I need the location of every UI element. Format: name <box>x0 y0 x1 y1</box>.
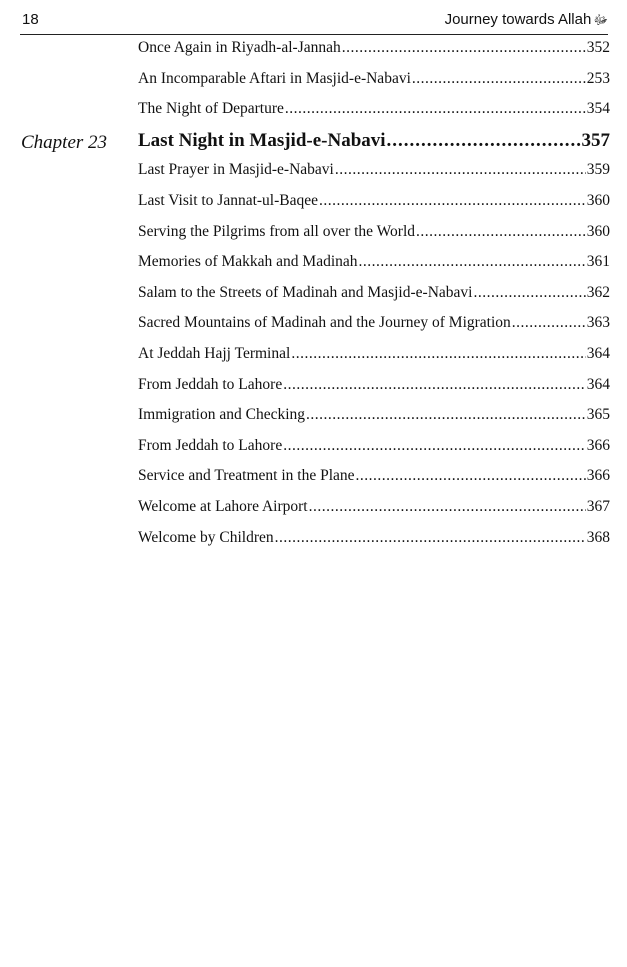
toc-row <box>0 434 627 465</box>
toc-row <box>0 373 627 404</box>
dot-leader <box>412 70 586 88</box>
toc-entry-title: Sacred Mountains of Madinah and the Journey of Migration <box>138 314 511 332</box>
toc-row <box>0 464 627 495</box>
toc-entry-page: 361 <box>586 253 610 271</box>
toc-entry <box>138 284 610 302</box>
toc-entry-title: Once Again in Riyadh-al-Jannah <box>138 39 341 56</box>
toc-entry-page: 359 <box>586 161 610 179</box>
dot-leader <box>291 345 585 363</box>
toc-entry <box>138 223 610 241</box>
dot-leader <box>283 376 586 394</box>
toc-entry-title: An Incomparable Aftari in Masjid-e-Nabavi <box>138 69 411 87</box>
running-title-text: Journey towards Allah <box>444 11 592 28</box>
dot-leader <box>359 253 586 271</box>
toc-entry-title: From Jeddah to Lahore <box>138 436 283 454</box>
toc-entry <box>138 39 610 57</box>
toc-entry-page: 357 <box>581 129 610 151</box>
honorific-glyph: ﷻ <box>593 12 608 27</box>
toc-entry-title: Salam to the Streets of Madinah and Masjid-e-Nabavi <box>138 283 473 301</box>
page-header <box>20 10 608 35</box>
toc-row <box>0 250 627 281</box>
toc-entry-title: Service and Treatment in the Plane <box>138 467 355 485</box>
page-number: 18 <box>22 11 39 28</box>
dot-leader <box>275 529 586 547</box>
toc-entry-title: Welcome by Children <box>138 528 274 546</box>
toc-entry <box>138 529 610 547</box>
toc-row <box>0 526 627 557</box>
toc-entry-title: Welcome at Lahore Airport <box>138 497 308 515</box>
toc-entry-page: 368 <box>586 528 610 546</box>
toc-entry-title: Last Visit to Jannat-ul-Baqee <box>138 191 319 209</box>
toc-entry-page: 365 <box>586 406 610 424</box>
toc-entry-title: The Night of Departure <box>138 100 284 118</box>
toc-row <box>0 342 627 373</box>
toc-entry-title: Immigration and Checking <box>138 406 306 424</box>
toc-row <box>0 311 627 342</box>
toc-entry <box>138 437 610 455</box>
toc-entry-title: At Jeddah Hajj Terminal <box>138 344 291 362</box>
toc-entry-page: 360 <box>586 191 610 209</box>
dot-leader <box>416 223 586 241</box>
toc-entry <box>138 467 610 485</box>
toc-entry <box>138 161 610 179</box>
toc-entry-title: Last Prayer in Masjid-e-Nabavi <box>138 161 334 179</box>
toc-entry-page: 364 <box>586 375 610 393</box>
dot-leader <box>342 39 586 57</box>
toc-entry <box>138 345 610 363</box>
toc-row <box>0 36 627 67</box>
toc-entry-page: 354 <box>586 100 610 118</box>
table-of-contents <box>0 36 627 556</box>
toc-entry <box>138 100 610 118</box>
toc-row <box>0 220 627 251</box>
toc-entry-page: 364 <box>586 344 610 362</box>
toc-entry <box>138 406 610 424</box>
dot-leader <box>335 161 586 179</box>
toc-entry <box>138 498 610 516</box>
toc-entry <box>138 314 610 332</box>
toc-entry <box>138 192 610 210</box>
toc-row <box>0 158 627 189</box>
running-title <box>445 11 608 31</box>
dot-leader <box>473 284 585 302</box>
toc-entry-page: 363 <box>586 314 610 332</box>
toc-entry-page: 366 <box>586 436 610 454</box>
toc-entry-page: 366 <box>586 467 610 485</box>
toc-entry <box>138 253 610 271</box>
toc-entry-title: Last Night in Masjid-e-Nabavi <box>138 129 386 151</box>
toc-row <box>0 189 627 220</box>
toc-entry-page: 253 <box>586 69 610 87</box>
dot-leader <box>285 100 586 118</box>
dot-leader <box>309 498 586 516</box>
dot-leader <box>356 467 586 485</box>
toc-entry-title: Serving the Pilgrims from all over the World <box>138 222 415 240</box>
chapter-label: Chapter 23 <box>21 131 108 153</box>
toc-entry <box>138 376 610 394</box>
toc-chapter-row <box>0 128 627 159</box>
toc-row <box>0 495 627 526</box>
dot-leader <box>512 314 586 332</box>
toc-row <box>0 67 627 98</box>
toc-entry-page: 352 <box>586 39 610 56</box>
toc-entry-title: Memories of Makkah and Madinah <box>138 253 358 271</box>
toc-entry-page: 360 <box>586 222 610 240</box>
dot-leader <box>387 130 581 152</box>
toc-row <box>0 281 627 312</box>
toc-entry-title: From Jeddah to Lahore <box>138 375 283 393</box>
toc-entry-page: 367 <box>586 497 610 515</box>
toc-row <box>0 403 627 434</box>
dot-leader <box>306 406 586 424</box>
toc-row <box>0 97 627 128</box>
toc-entry <box>138 130 610 152</box>
dot-leader <box>283 437 586 455</box>
toc-entry-page: 362 <box>586 283 610 301</box>
dot-leader <box>319 192 586 210</box>
toc-entry <box>138 70 610 88</box>
